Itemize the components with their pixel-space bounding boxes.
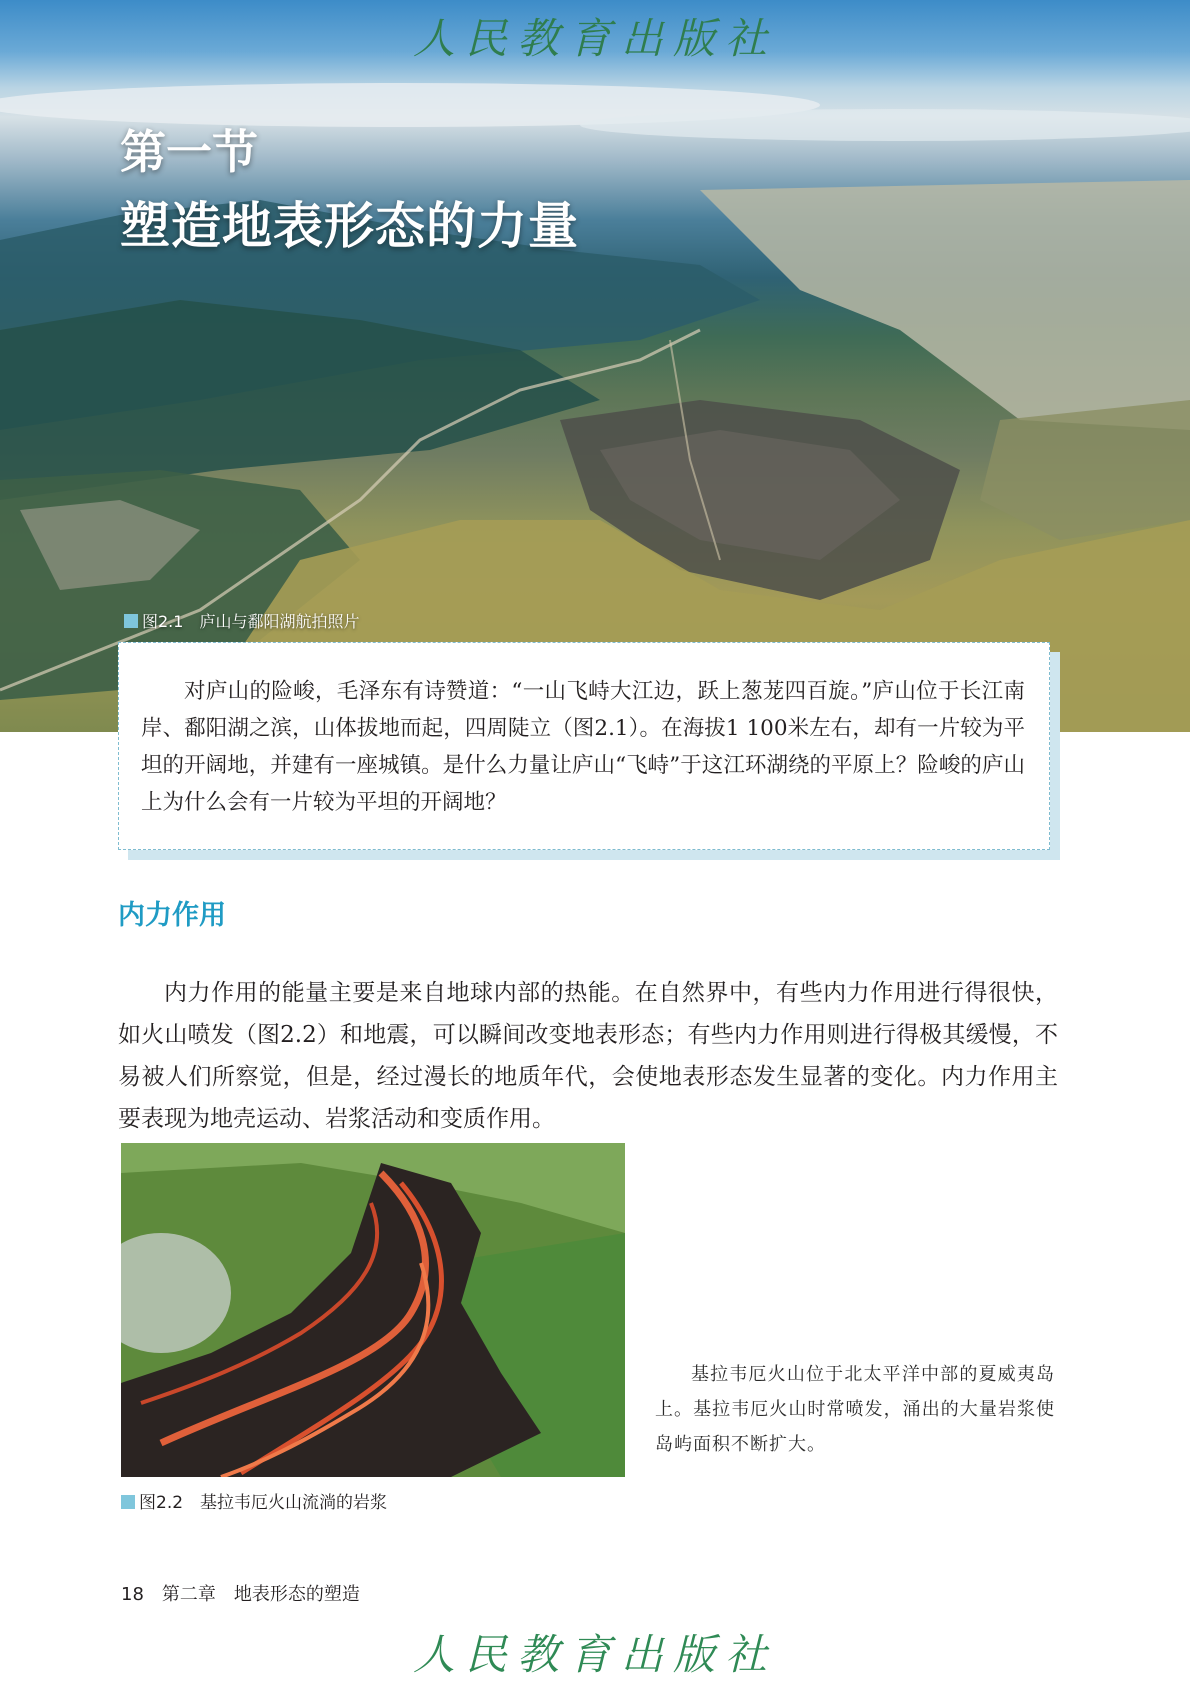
figure-1-caption xyxy=(124,609,359,632)
figure-2-note: 基拉韦厄火山位于北太平洋中部的夏威夷岛上。基拉韦厄火山时常喷发，涌出的大量岩浆使岛屿面积不断扩大。 xyxy=(655,1364,1055,1455)
caption-marker-icon xyxy=(124,614,138,628)
page-footer xyxy=(121,1580,360,1606)
lava-flow-illustration xyxy=(121,1143,625,1477)
chapter-title: 第二章 地表形态的塑造 xyxy=(161,1584,360,1605)
heading-inner-force: 内力作用 xyxy=(118,900,226,931)
figure-2-caption-text: 图2.2 基拉韦厄火山流淌的岩浆 xyxy=(139,1493,388,1513)
caption-marker-icon xyxy=(121,1495,135,1509)
figure-2-lava-photo xyxy=(121,1143,625,1477)
figure-1-caption-text: 图2.1 庐山与鄱阳湖航拍照片 xyxy=(142,612,360,631)
intro-paragraph: 对庐山的险峻，毛泽东有诗赞道：“一山飞峙大江边，跃上葱茏四百旋。”庐山位于长江南岸、鄱阳湖之滨，山体拔地而起，四周陡立（图2.1）。在海拔1 100米左右，却有一片较为平坦的开阔地，并建有一座城镇。是什么力量让庐山“飞峙”于这江环湖绕的平原上？险峻的庐山上为什么会有一片较为平坦的开阔地？ xyxy=(141,679,1025,815)
section-number: 第一节 xyxy=(120,125,258,179)
publisher-watermark-bottom: 人民教育出版社 xyxy=(412,1630,777,1679)
body-paragraph: 内力作用的能量主要是来自地球内部的热能。在自然界中，有些内力作用进行得很快，如火山喷发（图2.2）和地震，可以瞬间改变地表形态；有些内力作用则进行得极其缓慢，不易被人们所察觉，但是，经过漫长的地质年代，会使地表形态发生显著的变化。内力作用主要表现为地壳运动、岩浆活动和变质作用。 xyxy=(118,980,1058,1132)
publisher-watermark-top: 人民教育出版社 xyxy=(412,14,777,63)
figure-2-caption xyxy=(121,1488,387,1513)
page-number: 18 xyxy=(121,1584,144,1605)
section-title: 塑造地表形态的力量 xyxy=(120,196,579,255)
intro-box xyxy=(118,642,1050,850)
